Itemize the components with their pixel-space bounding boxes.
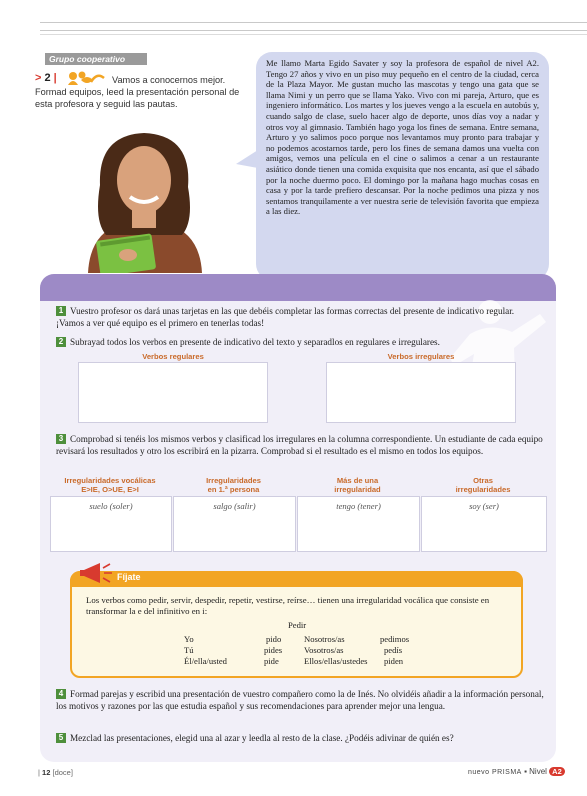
group-label: Grupo cooperativo (45, 53, 147, 65)
conjugation-form: pedimos (380, 634, 410, 644)
step-number: 2 (56, 337, 66, 347)
conjugation-pronoun: Yo (184, 634, 194, 644)
conjugation-form: pide (264, 656, 279, 666)
category-example: suelo (soler) (89, 501, 133, 511)
conjugation-pronoun: Nosotros/as (304, 634, 345, 644)
conjugation-pronoun: Ellos/ellas/ustedes (304, 656, 368, 666)
conjugation-form: pedís (384, 645, 403, 655)
step-number: 1 (56, 306, 66, 316)
step-1 (56, 306, 534, 329)
step-text: Formad parejas y escribid una presentación de vuestro compañero como la de Inés. No olvidéis añadir a la información personal, los motivos y razones por las que estudia español y sus recomendaciones para aprender mejor una lengua. (56, 689, 544, 711)
step-text: Subrayad todos los verbos en presente de indicativo del texto y separadlos en regulares e irregulares. (70, 337, 440, 347)
step-number: 4 (56, 689, 66, 699)
category-heading: Más de una irregularidad (334, 476, 381, 494)
fijate-title: Fíjate (117, 572, 141, 582)
regular-verbs-heading: Verbos regulares (142, 352, 204, 361)
exercise-number: > 2 | (35, 72, 57, 84)
category-example: soy (ser) (469, 501, 499, 511)
category-box[interactable] (297, 496, 420, 552)
category-box[interactable] (50, 496, 172, 552)
category-box[interactable] (173, 496, 296, 552)
conjugation-form: piden (384, 656, 404, 666)
category-heading: Otras irregularidades (455, 476, 511, 494)
regular-verbs-box[interactable] (78, 362, 268, 423)
speech-tail (236, 150, 258, 172)
irregular-verbs-box[interactable] (326, 362, 516, 423)
conjugation-form: pido (266, 634, 282, 644)
conjugation-form: pides (264, 645, 283, 655)
page-number: | 12 [doce] (38, 768, 73, 777)
step-3 (56, 434, 544, 457)
brand-footer: nuevo PRISMA ▪ Nivel A2 (468, 767, 565, 776)
top-rule (40, 30, 587, 31)
category-example: tengo (tener) (336, 501, 381, 511)
top-rule (40, 22, 587, 23)
step-number: 3 (56, 434, 66, 444)
teacher-photo (70, 125, 218, 273)
irregular-verbs-heading: Verbos irregulares (387, 352, 455, 361)
category-heading: Irregularidades vocálicas E>IE, O>UE, E>I (64, 476, 156, 494)
exercise-intro: Vamos a conocernos mejor. Formad equipos, leed la presentación personal de esta profesora y seguid las pautas. (35, 75, 240, 109)
conjugation-pronoun: Tú (184, 645, 194, 655)
category-example: salgo (salir) (213, 501, 256, 511)
step-text: Mezclad las presentaciones, elegid una al azar y leedla al resto de la clase. ¿Podéis adivinar de quién es? (70, 733, 454, 743)
conjugation-pronoun: Vosotros/as (304, 645, 344, 655)
top-rule (40, 34, 587, 35)
category-heading: Irregularidades en 1.ª persona (206, 476, 261, 494)
step-text: Vuestro profesor os dará unas tarjetas en las que debéis completar las formas correctas del presente de indicativo regular. ¡Vamos a ver qué equipo es el primero en tenerlas todas! (56, 306, 515, 328)
step-number: 5 (56, 733, 66, 743)
category-box[interactable] (421, 496, 547, 552)
fijate-text: Los verbos como pedir, servir, despedir, repetir, vestirse, reírse… tienen una irregularidad vocálica que consiste en transformar la e del infinitivo en i: (86, 595, 490, 616)
megaphone-icon (80, 560, 114, 591)
teacher-bio: Me llamo Marta Egido Savater y soy la profesora de español de nivel A2. Tengo 27 años y vivo en un piso muy pequeño en el centro de la ciudad, cerca de la Plaza Mayor. Me gustan mucho las mascotas y tengo una gata que se llama Nimi y un perro que se llama Yako. Vivo con mi pareja, Arturo, que es ingeniero informático. Los martes y los jueves vengo a la escuela en autobús y, cuando salgo de clase, suelo hacer algo de deporte, unos días voy a nadar y otros voy al gimnasio. También hago yoga los fines de semana. Entre semana, Arturo y yo salimos poco porque nos levantamos muy pronto para trabajar y no podemos acostarnos tarde, pero los fines de semana damos una vuelta con amigos, vemos una película en el cine o salimos a cenar a un restaurante asiático donde tienen una comida exquisita que nos encanta, así que el sábado por la noche duermo poco. El domingo por la mañana hago muchas cosas en casa y por la tarde prefiero descansar. Por la noche pedimos una pizza y nos sentamos tranquilamente a ver nuestra serie de televisión favorita que empieza a las diez. (256, 52, 549, 280)
step-4 (56, 689, 544, 712)
step-text: Comprobad si tenéis los mismos verbos y clasificad los irregulares en la columna correspondiente. Un estudiante de cada equipo revisará los resultados y otro los escribirá en la pizarra. Comprobad si el resultado es el mismo en todos los equipos. (56, 434, 543, 456)
conjugation-pronoun: Él/ella/usted (184, 656, 227, 666)
step-2 (56, 337, 534, 349)
conjugation-verb: Pedir (288, 620, 307, 630)
step-5 (56, 733, 544, 745)
